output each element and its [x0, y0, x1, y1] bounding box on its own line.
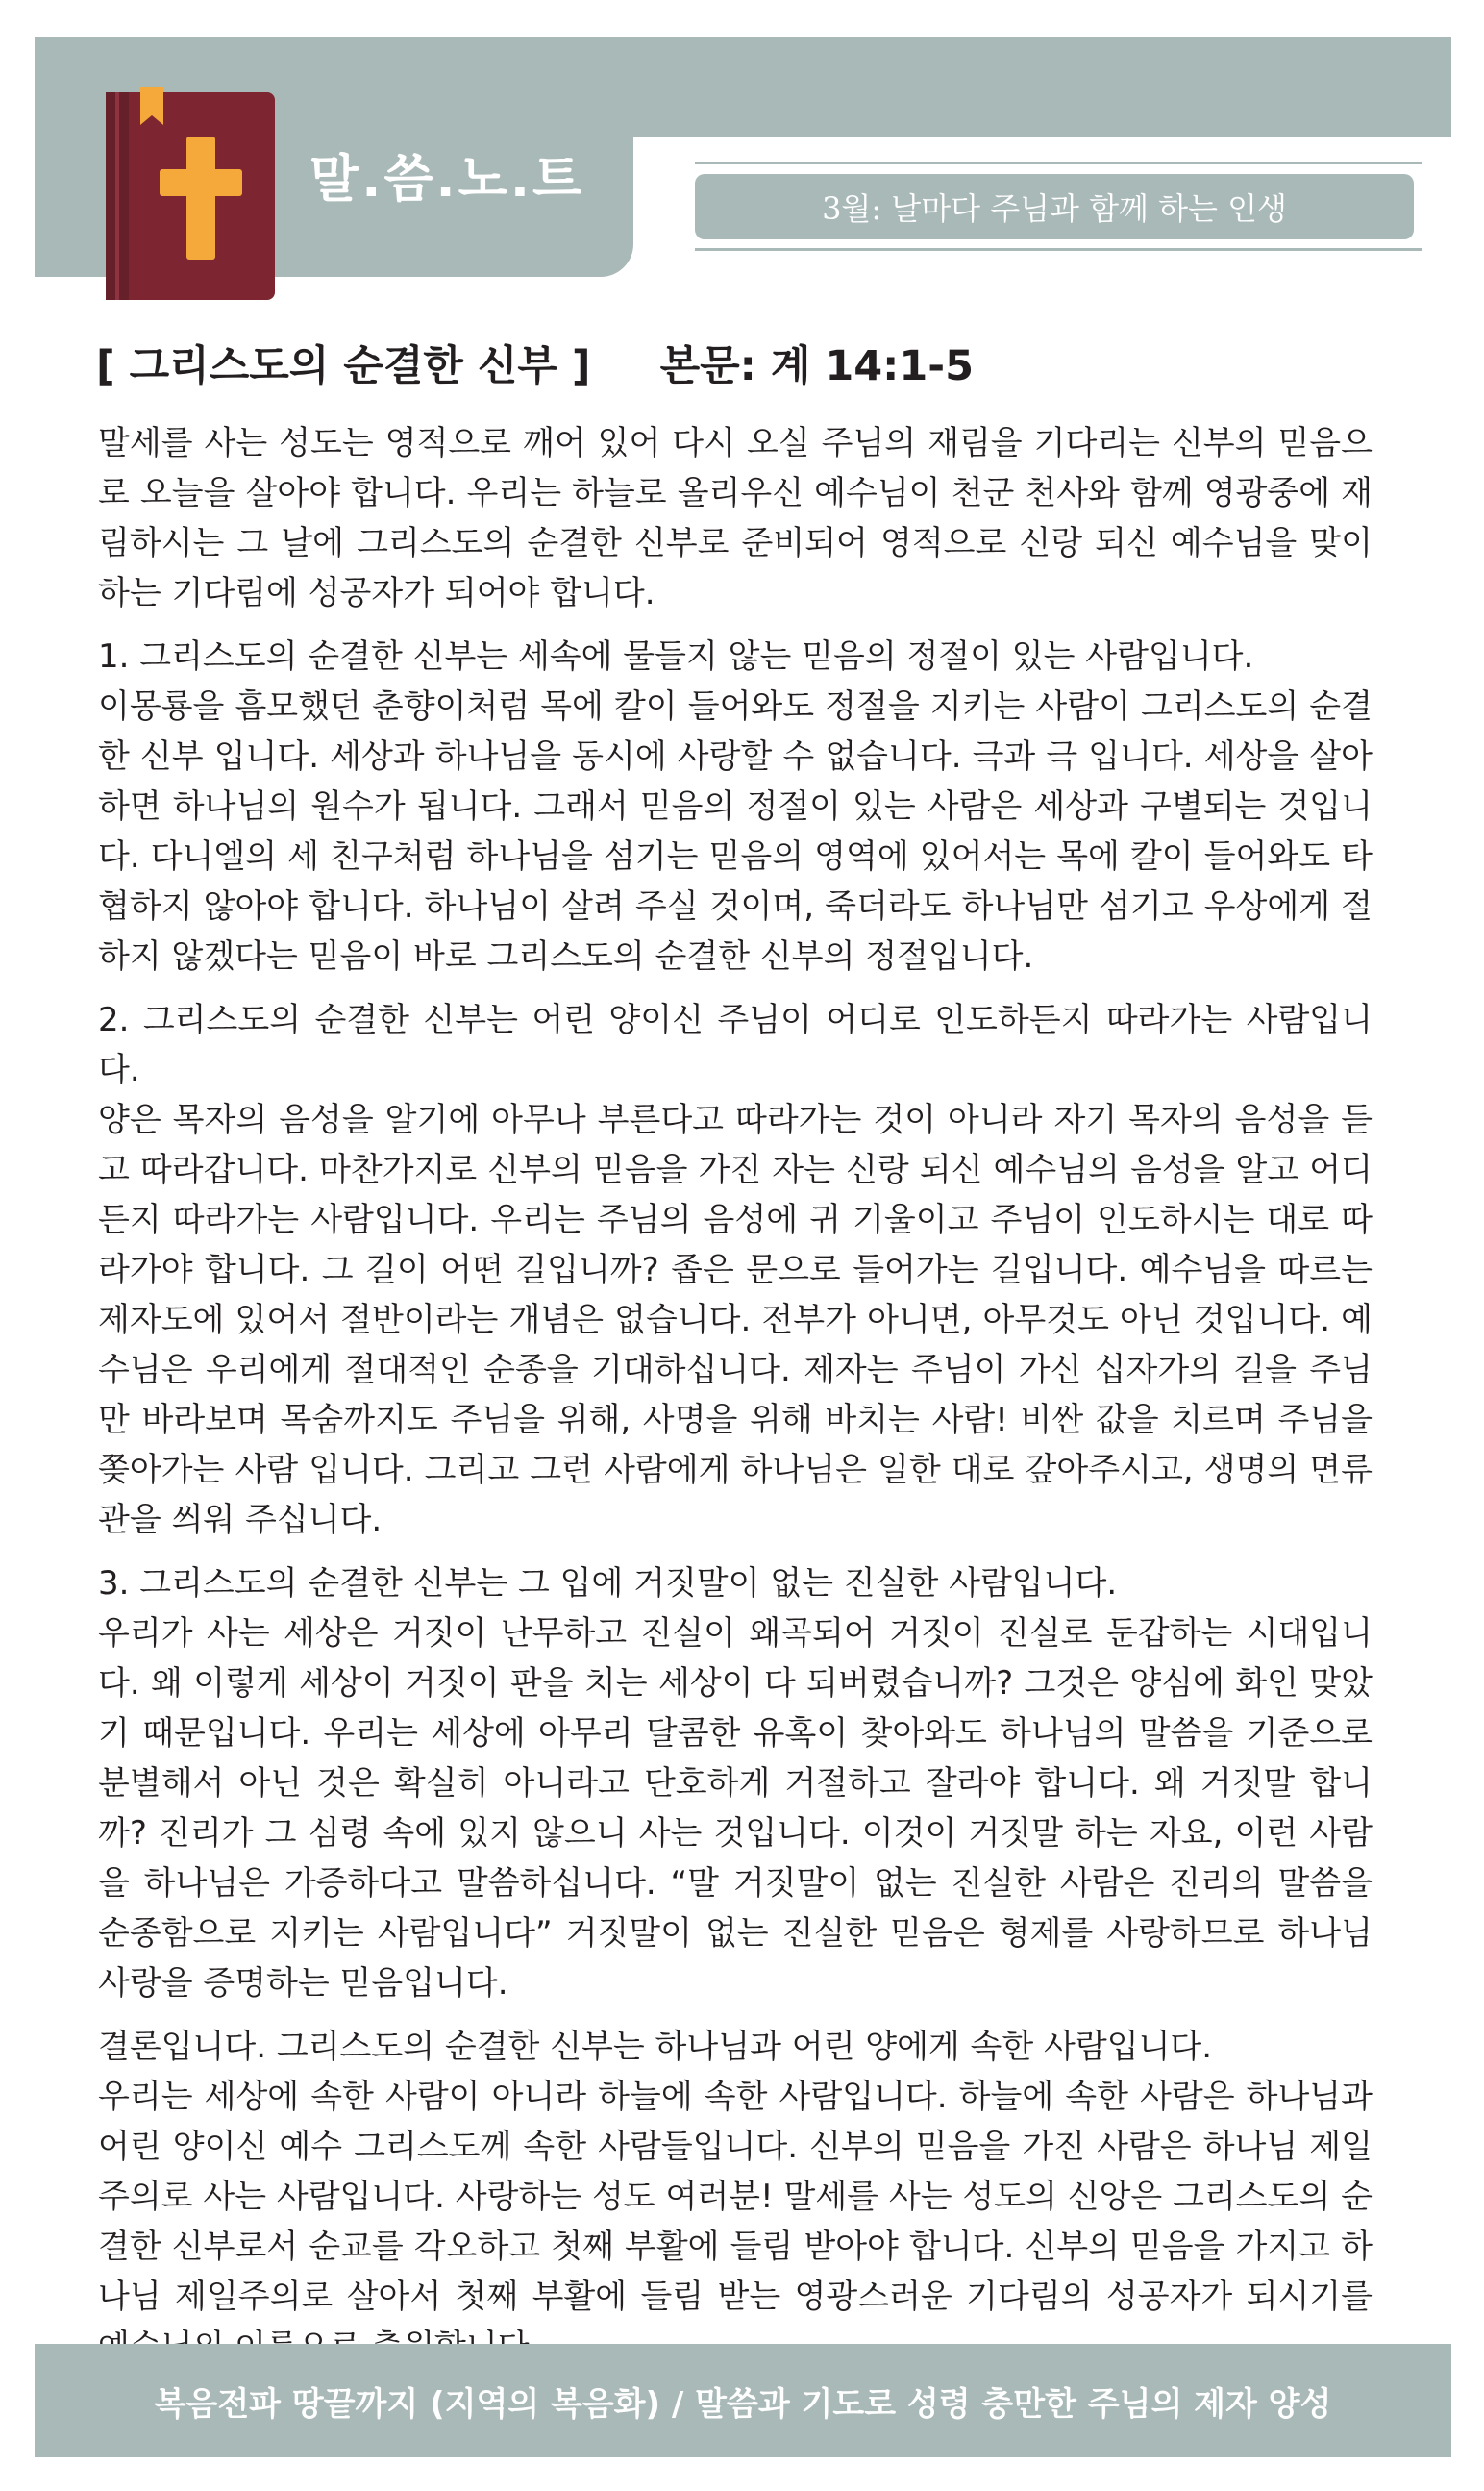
point-heading: 2. 그리스도의 순결한 신부는 어린 양이신 주님이 어디로 인도하든지 따라가는 사람입니다. — [98, 1001, 1373, 1089]
brand-title: 말.씀.노.트 — [309, 150, 585, 209]
point-text: 양은 목자의 음성을 알기에 아무나 부른다고 따라가는 것이 아니라 자기 목자의 음성을 듣고 따라갑니다. 마찬가지로 신부의 믿음을 가진 자는 신랑 되신 예수님의 음성을 알고 어디든지 따라가는 사람입니다. 우리는 주님의 음성에 귀 기울이고 주님이 인도하시는 대로 따라가야 합니다. 그 길이 어떤 길입니까? 좁은 문으로 들어가는 길입니다. 예수님을 따르는 제자도에 있어서 절반이라는 개념은 없습니다. 전부가 아니면, 아무것도 아닌 것입니다. 예수님은 우리에게 절대적인 순종을 기대하십니다. 제자는 주님이 가신 십자가의 길을 주님만 바라보며 목숨까지도 주님을 위해, 사명을 위해 바치는 사람! 비싼 값을 치르며 주님을 쫒아가는 사람 입니다. 그리고 그런 사람에게 하나님은 일한 대로 갚아주시고, 생명의 면류관을 씌워 주십니다. — [98, 1101, 1373, 1539]
footer-text: 복음전파 땅끝까지 (지역의 복음화) / 말씀과 기도로 성령 충만한 주님의 제자 양성 — [154, 2384, 1332, 2424]
intro-paragraph: 말세를 사는 성도는 영적으로 깨어 있어 다시 오실 주님의 재림을 기다리는 신부의 믿음으로 오늘을 살아야 합니다. 우리는 하늘로 올리우신 예수님이 천군 천사와 함께 영광중에 재림하시는 그 날에 그리스도의 순결한 신부로 준비되어 영적으로 신랑 되신 예수님을 맞이하는 기다림에 성공자가 되어야 합니다. — [98, 424, 1373, 612]
point-heading: 3. 그리스도의 순결한 신부는 그 입에 거짓말이 없는 진실한 사람입니다. — [98, 1564, 1118, 1603]
bible-cross-icon — [106, 87, 275, 300]
footer-banner — [35, 2344, 1451, 2457]
point-heading: 1. 그리스도의 순결한 신부는 세속에 물들지 않는 믿음의 정절이 있는 사람입니다. — [98, 637, 1254, 676]
theme-divider-bottom — [695, 248, 1422, 251]
sermon-body — [98, 418, 1373, 2385]
conclusion-heading: 결론입니다. 그리스도의 순결한 신부는 하나님과 어린 양에게 속한 사람입니다. — [98, 2028, 1213, 2066]
conclusion-text: 우리는 세상에 속한 사람이 아니라 하늘에 속한 사람입니다. 하늘에 속한 사람은 하나님과 어린 양이신 예수 그리스도께 속한 사람들입니다. 신부의 믿음을 가진 사람은 하나님 제일주의로 사는 사람입니다. 사랑하는 성도 여러분! 말세를 사는 성도의 신앙은 그리스도의 순결한 신부로서 순교를 각오하고 첫째 부활에 들림 받아야 합니다. 신부의 믿음을 가지고 하나님 제일주의로 살아서 첫째 부활에 들림 받는 영광스러운 기다림의 성공자가 되시기를 — [98, 2078, 1373, 2316]
theme-divider-top — [695, 162, 1422, 164]
point-text: 우리가 사는 세상은 거짓이 난무하고 진실이 왜곡되어 거짓이 진실로 둔갑하는 시대입니다. 왜 이렇게 세상이 거짓이 판을 치는 세상이 다 되버렸습니까? 그것은 양심에 화인 맞았기 때문입니다. 우리는 세상에 아무리 달콤한 유혹이 찾아와도 하나님의 말씀을 기준으로 분별해서 아닌 것은 확실히 아니라고 단호하게 거절하고 잘라야 합니다. 왜 거짓말 합니까? 진리가 그 심령 속에 있지 않으니 사는 것입니다. 이것이 거짓말 하는 자요, 이런 사람을 하나님은 가증하다고 말씀하십니다. “말 거짓말이 없는 진실한 사람은 진리의 말씀을 순종함으로 지키는 사람입니다” 거짓말이 없는 진실한 믿음은 형제를 사랑하므로 하나님 사랑을 증명하는 믿음입니다. — [98, 1614, 1373, 2003]
point-text: 이몽룡을 흠모했던 춘향이처럼 목에 칼이 들어와도 정절을 지키는 사람이 그리스도의 순결한 신부 입니다. 세상과 하나님을 동시에 사랑할 수 없습니다. 극과 극 입니다. 세상을 살아하면 하나님의 원수가 됩니다. 그래서 믿음의 정절이 있는 사람은 세상과 구별되는 것입니다. 다니엘의 세 친구처럼 하나님을 섬기는 믿음의 영역에 있어서는 목에 칼이 들어와도 타협하지 않아야 합니다. 하나님이 살려 주실 것이며, 죽더라도 하나님만 섬기고 우상에게 절하지 않겠다는 믿음이 바로 그리스도의 순결한 신부의 정절입니다. — [98, 687, 1373, 976]
monthly-theme: 3월: 날마다 주님과 함께 하는 인생 — [695, 174, 1414, 239]
sermon-title: [ 그리스도의 순결한 신부 ] — [96, 342, 591, 390]
scripture-reference: 본문: 계 14:1-5 — [659, 342, 975, 390]
sermon-heading — [96, 342, 975, 390]
